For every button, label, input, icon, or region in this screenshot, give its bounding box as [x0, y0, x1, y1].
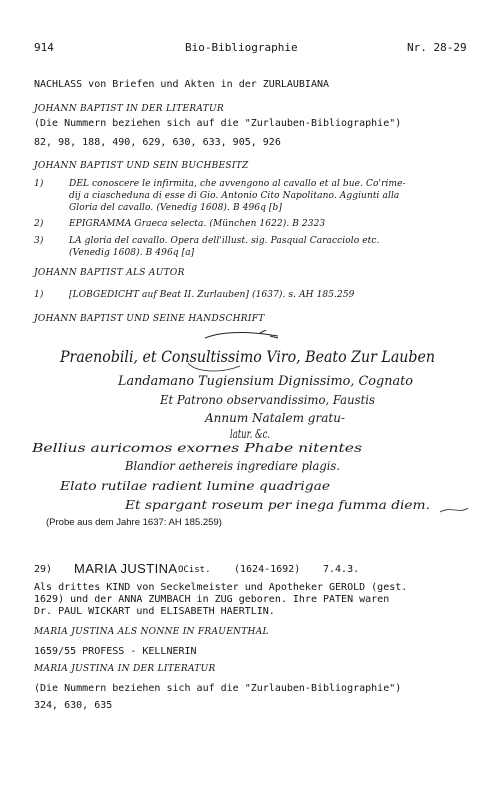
item-line: (Venedig 1608). B 496q [a]: [69, 248, 195, 258]
script-line: Praenobili, et Consultissimo Viro, Beato Zur Lauben: [59, 347, 435, 366]
script-line: Annum Natalem gratu-: [204, 411, 345, 425]
script-line: Elato rutilae radient lumine quadrigae: [58, 479, 331, 493]
item-number: 1): [34, 290, 44, 300]
bio-line: Als drittes KIND von Seckelmeister und Apotheker GEROLD (gest.: [34, 582, 408, 593]
entry-order: OCist.: [178, 565, 211, 575]
entry-years: (1624-1692): [234, 564, 301, 575]
item-line: dij a ciascheduna di esse di Gio. Antonio Cito Napolitano. Aggiunti alla: [69, 191, 400, 201]
bio-line: 1629) und der ANNA ZUMBACH in ZUG geboren. Ihre PATEN waren: [34, 594, 390, 605]
script-line: Et spargant roseum per inega fumma diem.: [123, 498, 430, 512]
profess-line: 1659/55 PROFESS - KELLNERIN: [34, 646, 197, 657]
section-heading-nonne: MARIA JUSTINA ALS NONNE IN FRAUENTHAL: [34, 627, 269, 637]
bio-line: Dr. PAUL WICKART und ELISABETH HAERTLIN.: [34, 606, 275, 617]
literatur-note-2: (Die Nummern beziehen sich auf die "Zurlauben-Bibliographie"): [34, 683, 402, 694]
page-number: 914: [34, 41, 54, 54]
section-heading-buchbesitz: JOHANN BAPTIST UND SEIN BUCHBESITZ: [34, 161, 249, 171]
entry-date: 7.4.3.: [323, 564, 360, 575]
item-line: DEL conoscere le infirmita, che avvengono al cavallo et al bue. Co'rime-: [69, 179, 406, 189]
handwriting-sample: [20, 330, 495, 520]
section-heading-handschrift: JOHANN BAPTIST UND SEINE HANDSCHRIFT: [34, 314, 265, 324]
item-number: 1): [34, 179, 44, 189]
literatur-numbers-2: 324, 630, 635: [34, 700, 113, 711]
entry-range: Nr. 28-29: [407, 41, 467, 54]
literatur-note: (Die Nummern beziehen sich auf die "Zurlauben-Bibliographie"): [34, 118, 402, 129]
entry-name: MARIA JUSTINA: [74, 561, 178, 576]
script-line: Blandior aethereis ingrediare plagis.: [124, 459, 341, 473]
script-line: Bellius auricomos exornes Phabe nitentes: [30, 440, 363, 455]
item-line: EPIGRAMMA Graeca selecta. (München 1622). B 2323: [69, 219, 326, 229]
section-heading-literatur-2: MARIA JUSTINA IN DER LITERATUR: [34, 664, 216, 674]
literatur-numbers: 82, 98, 188, 490, 629, 630, 633, 905, 926: [34, 137, 281, 148]
item-number: 3): [34, 236, 44, 246]
handwriting-caption: (Probe aus dem Jahre 1637: AH 185.259): [46, 517, 222, 528]
script-line: Landamano Tugiensium Dignissimo, Cognato: [117, 374, 414, 389]
nachlass-title: NACHLASS von Briefen und Akten in der ZURLAUBIANA: [34, 79, 330, 90]
item-number: 2): [34, 219, 44, 229]
section-heading-literatur: JOHANN BAPTIST IN DER LITERATUR: [34, 104, 224, 114]
entry-number: 29): [34, 564, 53, 575]
section-heading-autor: JOHANN BAPTIST ALS AUTOR: [34, 268, 185, 278]
script-line: Et Patrono observandissimo, Faustis: [159, 393, 375, 407]
item-line: LA gloria del cavallo. Opera dell'illust. sig. Pasqual Caracciolo etc.: [69, 236, 380, 246]
item-line: Gloria del cavallo. (Venedig 1608). B 496q [b]: [69, 203, 283, 213]
handwriting-svg: [20, 330, 495, 520]
running-title: Bio-Bibliographie: [185, 41, 298, 54]
script-line: latur. &c.: [230, 427, 270, 441]
item-line: [LOBGEDICHT auf Beat II. Zurlauben] (1637). s. AH 185.259: [69, 290, 355, 300]
